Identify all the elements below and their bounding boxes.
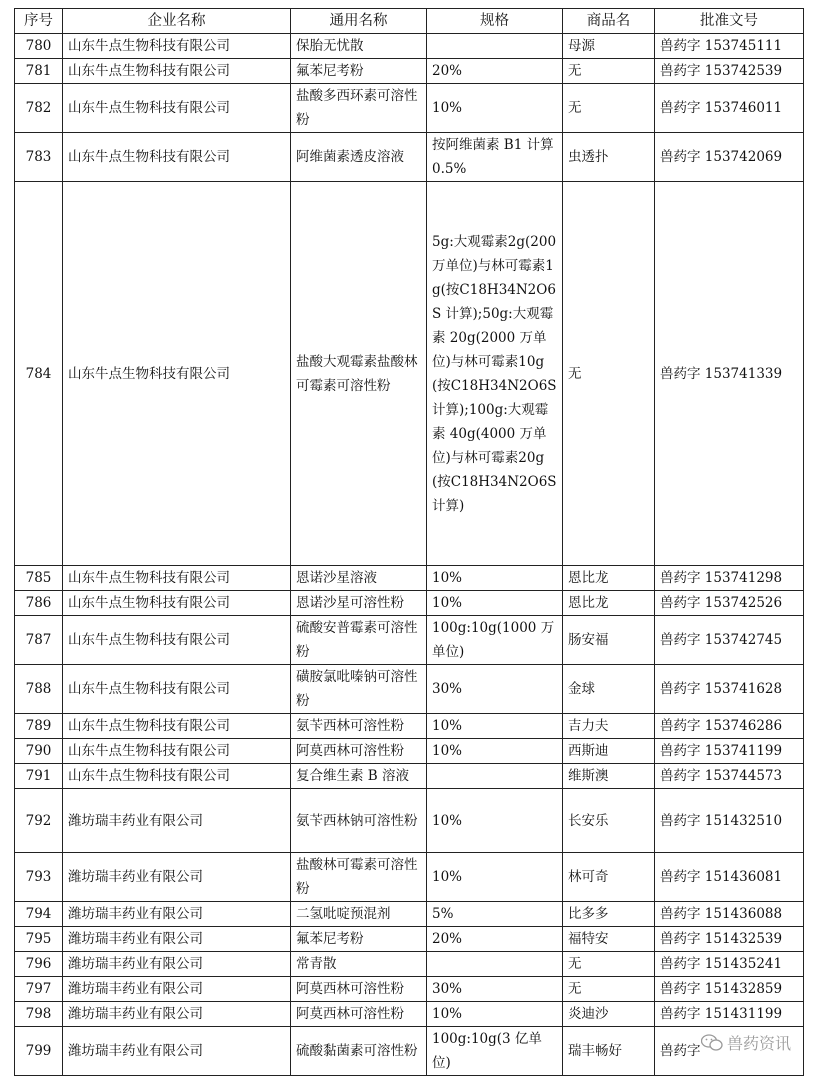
table-row bbox=[15, 977, 804, 1002]
company-cell: 潍坊瑞丰药业有限公司 bbox=[63, 1027, 291, 1076]
approval-no-cell: 兽药字 153741199 bbox=[655, 739, 804, 764]
table-row bbox=[15, 1027, 804, 1076]
generic-name-cell: 阿维菌素透皮溶液 bbox=[291, 133, 427, 182]
spec-cell bbox=[427, 34, 563, 59]
trade-name-cell: 肠安福 bbox=[563, 616, 655, 665]
table-row bbox=[15, 182, 804, 566]
watermark-text: 兽药资讯 bbox=[726, 1034, 791, 1053]
company-cell: 山东牛点生物科技有限公司 bbox=[63, 616, 291, 665]
table-row bbox=[15, 927, 804, 952]
company-cell: 山东牛点生物科技有限公司 bbox=[63, 34, 291, 59]
generic-name-cell: 复合维生素 B 溶液 bbox=[291, 764, 427, 789]
spec-cell: 10% bbox=[427, 566, 563, 591]
generic-name-cell: 保胎无忧散 bbox=[291, 34, 427, 59]
trade-name-cell: 瑞丰畅好 bbox=[563, 1027, 655, 1076]
header-serial-no: 序号 bbox=[15, 9, 63, 34]
approval-no-cell: 兽药字 bbox=[655, 1027, 804, 1076]
serial-no-cell: 788 bbox=[15, 665, 63, 714]
generic-name-cell: 盐酸多西环素可溶性粉 bbox=[291, 84, 427, 133]
trade-name-cell: 西斯迪 bbox=[563, 739, 655, 764]
approval-no-cell: 兽药字 153741628 bbox=[655, 665, 804, 714]
header-generic-name: 通用名称 bbox=[291, 9, 427, 34]
table-row bbox=[15, 902, 804, 927]
generic-name-cell: 盐酸大观霉素盐酸林可霉素可溶性粉 bbox=[291, 182, 427, 566]
serial-no-cell: 798 bbox=[15, 1002, 63, 1027]
trade-name-cell: 母源 bbox=[563, 34, 655, 59]
company-cell: 潍坊瑞丰药业有限公司 bbox=[63, 927, 291, 952]
company-cell: 潍坊瑞丰药业有限公司 bbox=[63, 789, 291, 853]
approval-no-cell: 兽药字 151431199 bbox=[655, 1002, 804, 1027]
table-row bbox=[15, 59, 804, 84]
spec-cell: 10% bbox=[427, 714, 563, 739]
generic-name-cell: 二氢吡啶预混剂 bbox=[291, 902, 427, 927]
serial-no-cell: 796 bbox=[15, 952, 63, 977]
trade-name-cell: 无 bbox=[563, 84, 655, 133]
company-cell: 潍坊瑞丰药业有限公司 bbox=[63, 977, 291, 1002]
serial-no-cell: 782 bbox=[15, 84, 63, 133]
serial-no-cell: 787 bbox=[15, 616, 63, 665]
table-header-row bbox=[15, 9, 804, 34]
drug-approval-table-container bbox=[14, 8, 804, 1076]
company-cell: 潍坊瑞丰药业有限公司 bbox=[63, 952, 291, 977]
company-cell: 山东牛点生物科技有限公司 bbox=[63, 133, 291, 182]
table-row bbox=[15, 84, 804, 133]
company-cell: 山东牛点生物科技有限公司 bbox=[63, 59, 291, 84]
table-row bbox=[15, 764, 804, 789]
generic-name-cell: 常青散 bbox=[291, 952, 427, 977]
header-trade-name: 商品名 bbox=[563, 9, 655, 34]
generic-name-cell: 氨苄西林钠可溶性粉 bbox=[291, 789, 427, 853]
watermark bbox=[701, 1031, 791, 1054]
spec-cell: 10% bbox=[427, 789, 563, 853]
spec-cell: 30% bbox=[427, 977, 563, 1002]
table-row bbox=[15, 665, 804, 714]
approval-no-cell: 兽药字 151436081 bbox=[655, 853, 804, 902]
table-row bbox=[15, 739, 804, 764]
trade-name-cell: 林可奇 bbox=[563, 853, 655, 902]
serial-no-cell: 791 bbox=[15, 764, 63, 789]
serial-no-cell: 789 bbox=[15, 714, 63, 739]
approval-no-cell: 兽药字 151435241 bbox=[655, 952, 804, 977]
spec-cell: 10% bbox=[427, 853, 563, 902]
approval-no-cell: 兽药字 153744573 bbox=[655, 764, 804, 789]
company-cell: 山东牛点生物科技有限公司 bbox=[63, 84, 291, 133]
trade-name-cell: 炎迪沙 bbox=[563, 1002, 655, 1027]
approval-no-cell: 兽药字 153745111 bbox=[655, 34, 804, 59]
generic-name-cell: 恩诺沙星溶液 bbox=[291, 566, 427, 591]
serial-no-cell: 786 bbox=[15, 591, 63, 616]
header-company: 企业名称 bbox=[63, 9, 291, 34]
table-row bbox=[15, 789, 804, 853]
company-cell: 山东牛点生物科技有限公司 bbox=[63, 739, 291, 764]
spec-cell: 5% bbox=[427, 902, 563, 927]
header-spec: 规格 bbox=[427, 9, 563, 34]
serial-no-cell: 785 bbox=[15, 566, 63, 591]
table-row bbox=[15, 591, 804, 616]
spec-cell: 5g:大观霉素2g(200 万单位)与林可霉素1g(按C18H34N2O6S 计算);50g:大观霉素 20g(2000 万单位)与林可霉素10g(按C18H34N2O6S 计算);100g:大观霉素 40g(4000 万单位)与林可霉素20g(按C18H34N2O6S 计算) bbox=[427, 182, 563, 566]
trade-name-cell: 金球 bbox=[563, 665, 655, 714]
generic-name-cell: 盐酸林可霉素可溶性粉 bbox=[291, 853, 427, 902]
approval-no-cell: 兽药字 153742745 bbox=[655, 616, 804, 665]
trade-name-cell: 恩比龙 bbox=[563, 591, 655, 616]
trade-name-cell: 吉力夫 bbox=[563, 714, 655, 739]
table-row bbox=[15, 714, 804, 739]
header-approval-no: 批准文号 bbox=[655, 9, 804, 34]
serial-no-cell: 799 bbox=[15, 1027, 63, 1076]
company-cell: 潍坊瑞丰药业有限公司 bbox=[63, 1002, 291, 1027]
table-row bbox=[15, 616, 804, 665]
approval-no-cell: 兽药字 153742526 bbox=[655, 591, 804, 616]
trade-name-cell: 恩比龙 bbox=[563, 566, 655, 591]
spec-cell: 10% bbox=[427, 591, 563, 616]
generic-name-cell: 氨苄西林可溶性粉 bbox=[291, 714, 427, 739]
serial-no-cell: 793 bbox=[15, 853, 63, 902]
generic-name-cell: 氟苯尼考粉 bbox=[291, 59, 427, 84]
serial-no-cell: 792 bbox=[15, 789, 63, 853]
table-row bbox=[15, 133, 804, 182]
approval-no-cell: 兽药字 153746286 bbox=[655, 714, 804, 739]
serial-no-cell: 794 bbox=[15, 902, 63, 927]
serial-no-cell: 780 bbox=[15, 34, 63, 59]
generic-name-cell: 恩诺沙星可溶性粉 bbox=[291, 591, 427, 616]
company-cell: 山东牛点生物科技有限公司 bbox=[63, 764, 291, 789]
generic-name-cell: 硫酸安普霉素可溶性粉 bbox=[291, 616, 427, 665]
spec-cell: 20% bbox=[427, 927, 563, 952]
spec-cell: 20% bbox=[427, 59, 563, 84]
table-row bbox=[15, 853, 804, 902]
company-cell: 潍坊瑞丰药业有限公司 bbox=[63, 853, 291, 902]
serial-no-cell: 783 bbox=[15, 133, 63, 182]
generic-name-cell: 阿莫西林可溶性粉 bbox=[291, 739, 427, 764]
serial-no-cell: 795 bbox=[15, 927, 63, 952]
approval-no-cell: 兽药字 151436088 bbox=[655, 902, 804, 927]
generic-name-cell: 氟苯尼考粉 bbox=[291, 927, 427, 952]
approval-no-cell: 兽药字 153741339 bbox=[655, 182, 804, 566]
generic-name-cell: 阿莫西林可溶性粉 bbox=[291, 1002, 427, 1027]
serial-no-cell: 784 bbox=[15, 182, 63, 566]
approval-no-cell: 兽药字 151432510 bbox=[655, 789, 804, 853]
company-cell: 山东牛点生物科技有限公司 bbox=[63, 665, 291, 714]
trade-name-cell: 无 bbox=[563, 977, 655, 1002]
drug-approval-table bbox=[14, 8, 804, 1076]
approval-no-cell: 兽药字 151432539 bbox=[655, 927, 804, 952]
wechat-icon bbox=[701, 1034, 723, 1052]
trade-name-cell: 无 bbox=[563, 59, 655, 84]
generic-name-cell: 磺胺氯吡嗪钠可溶性粉 bbox=[291, 665, 427, 714]
company-cell: 山东牛点生物科技有限公司 bbox=[63, 591, 291, 616]
company-cell: 山东牛点生物科技有限公司 bbox=[63, 566, 291, 591]
spec-cell bbox=[427, 764, 563, 789]
trade-name-cell: 比多多 bbox=[563, 902, 655, 927]
trade-name-cell: 维斯澳 bbox=[563, 764, 655, 789]
table-row bbox=[15, 952, 804, 977]
approval-no-cell: 兽药字 151432859 bbox=[655, 977, 804, 1002]
trade-name-cell: 无 bbox=[563, 952, 655, 977]
company-cell: 潍坊瑞丰药业有限公司 bbox=[63, 902, 291, 927]
serial-no-cell: 790 bbox=[15, 739, 63, 764]
serial-no-cell: 781 bbox=[15, 59, 63, 84]
spec-cell: 30% bbox=[427, 665, 563, 714]
trade-name-cell: 虫透扑 bbox=[563, 133, 655, 182]
trade-name-cell: 福特安 bbox=[563, 927, 655, 952]
company-cell: 山东牛点生物科技有限公司 bbox=[63, 714, 291, 739]
company-cell: 山东牛点生物科技有限公司 bbox=[63, 182, 291, 566]
spec-cell: 按阿维菌素 B1 计算 0.5% bbox=[427, 133, 563, 182]
approval-no-cell: 兽药字 153741298 bbox=[655, 566, 804, 591]
trade-name-cell: 无 bbox=[563, 182, 655, 566]
trade-name-cell: 长安乐 bbox=[563, 789, 655, 853]
table-row bbox=[15, 566, 804, 591]
table-row bbox=[15, 34, 804, 59]
spec-cell: 100g:10g(3 亿单位) bbox=[427, 1027, 563, 1076]
spec-cell: 10% bbox=[427, 1002, 563, 1027]
table-row bbox=[15, 1002, 804, 1027]
approval-no-cell: 兽药字 153742539 bbox=[655, 59, 804, 84]
approval-no-cell: 兽药字 153746011 bbox=[655, 84, 804, 133]
spec-cell: 100g:10g(1000 万单位) bbox=[427, 616, 563, 665]
generic-name-cell: 阿莫西林可溶性粉 bbox=[291, 977, 427, 1002]
generic-name-cell: 硫酸黏菌素可溶性粉 bbox=[291, 1027, 427, 1076]
serial-no-cell: 797 bbox=[15, 977, 63, 1002]
spec-cell bbox=[427, 952, 563, 977]
spec-cell: 10% bbox=[427, 84, 563, 133]
approval-no-cell: 兽药字 153742069 bbox=[655, 133, 804, 182]
spec-cell: 10% bbox=[427, 739, 563, 764]
